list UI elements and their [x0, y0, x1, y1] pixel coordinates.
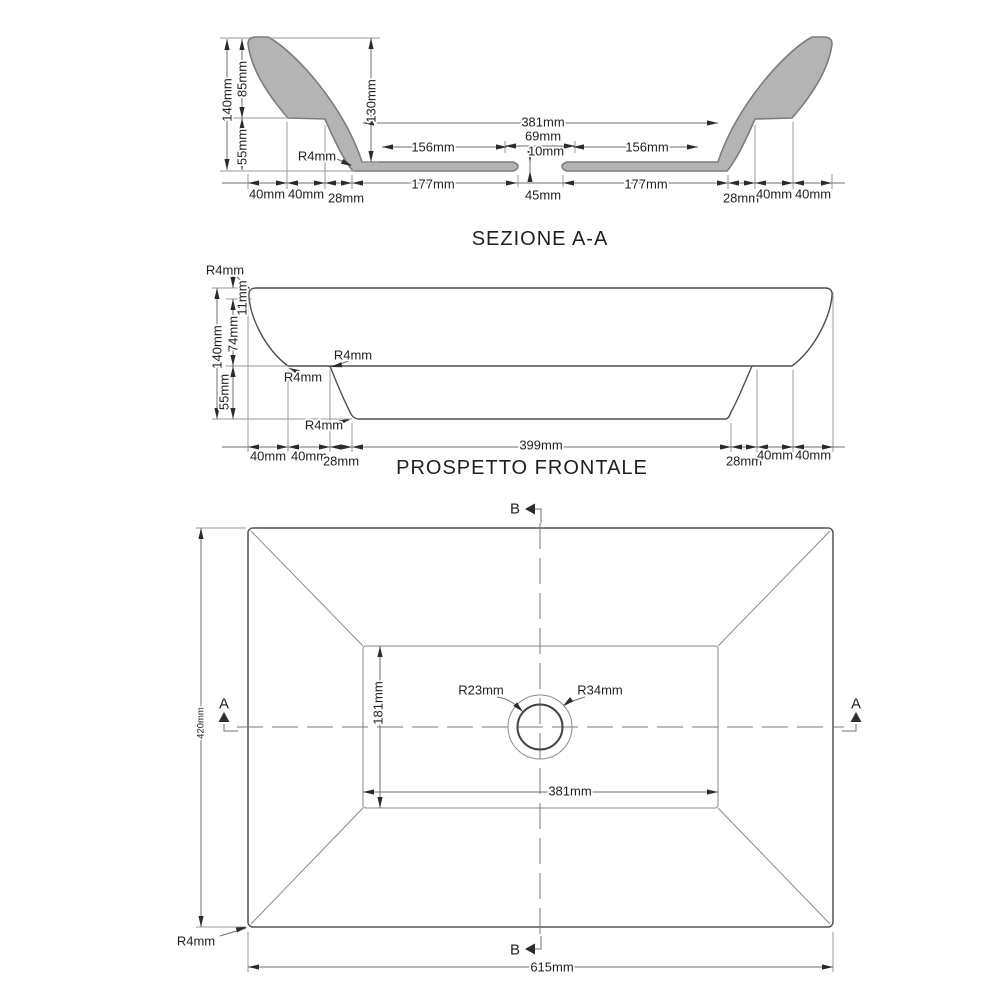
- dim-label-10mm: 10mm: [527, 143, 565, 159]
- top-dimension-labels: [177, 681, 623, 974]
- dim-label-40mm-4: 40mm: [794, 447, 832, 463]
- dim-label-28mm-left: 28mm: [322, 453, 360, 469]
- dim-label-r4mm-bottom: R4mm: [304, 417, 344, 433]
- dim-label-615mm: 615mm: [530, 959, 574, 975]
- dim-label-181mm: 181mm: [370, 681, 386, 725]
- front-view: [206, 263, 845, 480]
- dim-label-r34mm: R34mm: [577, 682, 623, 698]
- dim-label-177mm-left: 177mm: [411, 176, 455, 192]
- dim-label-28mm-right: 28mm: [725, 453, 763, 469]
- section-b-arrow-bottom: [525, 944, 535, 955]
- section-a-arrow-right: [851, 712, 862, 722]
- dim-label-399mm: 399mm: [519, 437, 563, 453]
- dim-label-r4mm-top: R4mm: [205, 262, 245, 278]
- dim-label-140mm: 140mm: [219, 78, 235, 122]
- dim-label-r4mm: R4mm: [297, 148, 337, 164]
- dim-label-156mm-left: 156mm: [411, 139, 455, 155]
- dim-label-40mm-1: 40mm: [249, 448, 287, 464]
- top-dimension-lines: [201, 528, 833, 967]
- top-leader-lines: [220, 697, 585, 936]
- section-view: [220, 37, 846, 250]
- dim-label-40mm-2: 40mm: [287, 186, 325, 202]
- dim-label-40mm-3: 40mm: [755, 186, 793, 202]
- dim-label-420mm: 420mm: [195, 707, 207, 739]
- dim-label-40mm-2: 40mm: [290, 448, 328, 464]
- dim-label-40mm-3: 40mm: [756, 447, 794, 463]
- dim-label-381mm: 381mm: [548, 783, 592, 799]
- dim-label-28mm-right: 28mm: [722, 190, 760, 206]
- dim-label-130mm: 130mm: [363, 79, 379, 123]
- dim-label-55mm: 55mm: [216, 373, 232, 411]
- dim-label-140mm: 140mm: [209, 325, 225, 369]
- front-r4-leaders: [234, 277, 349, 423]
- section-view-title: SEZIONE A-A: [471, 228, 609, 250]
- section-b-label-bottom: B: [509, 941, 521, 959]
- section-a-label-left: A: [218, 695, 230, 713]
- top-view: [177, 501, 862, 975]
- top-centerlines: [237, 523, 844, 936]
- top-extension-lines: [196, 528, 833, 972]
- dim-label-45mm: 45mm: [524, 187, 562, 203]
- dim-label-11mm: 11mm: [234, 280, 250, 316]
- dim-label-r4mm-step: R4mm: [283, 369, 323, 385]
- dim-label-55mm: 55mm: [234, 128, 250, 166]
- dim-label-177mm-right: 177mm: [624, 176, 668, 192]
- dim-label-74mm: 74mm: [225, 315, 241, 353]
- section-b-arrow-top: [525, 504, 535, 515]
- dim-label-85mm: 85mm: [234, 60, 250, 98]
- dim-label-40mm-1: 40mm: [248, 186, 286, 202]
- dim-label-r4mm: R4mm: [176, 933, 216, 949]
- section-a-arrow-left: [219, 712, 230, 722]
- section-left-wall-profile: [248, 37, 518, 171]
- dim-label-156mm-right: 156mm: [625, 139, 669, 155]
- front-basin-outline: [330, 366, 752, 419]
- dim-label-381mm: 381mm: [521, 114, 565, 130]
- dim-label-r23mm: R23mm: [458, 682, 504, 698]
- front-view-title: PROSPETTO FRONTALE: [396, 457, 648, 479]
- section-b-label-top: B: [509, 500, 521, 518]
- section-right-wall-profile: [562, 37, 832, 171]
- dim-label-40mm-4: 40mm: [794, 186, 832, 202]
- dim-label-r4mm-mid: R4mm: [333, 347, 373, 363]
- section-a-label-right: A: [850, 695, 862, 713]
- dim-label-28mm-left: 28mm: [327, 190, 365, 206]
- dim-label-69mm: 69mm: [524, 128, 562, 144]
